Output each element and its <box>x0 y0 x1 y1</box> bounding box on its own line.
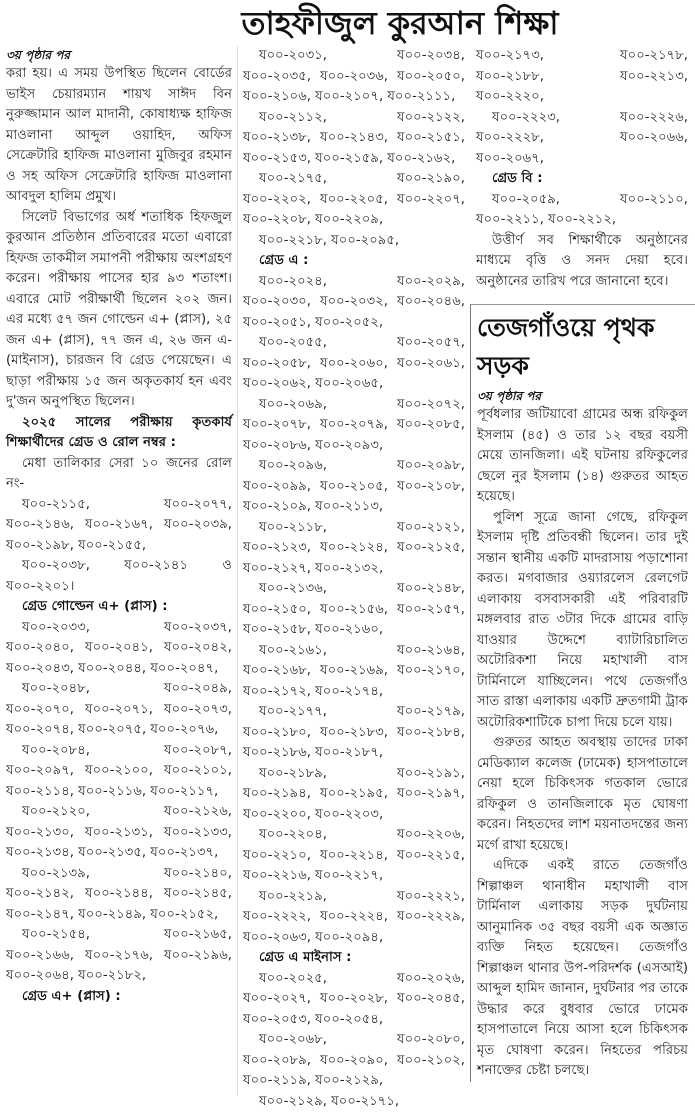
paragraph: য০০-২১৩৬, য০০-২১৪৮, য০০-২১৫০, য০০-২১৫৬, য০০-২১৫৭, য০০-২১৫৮, য০০-২১৬০, <box>243 579 465 641</box>
paragraph: সিলেট বিভাগের অর্ধ শতাধিক হিফজুল কুরআন প্রতিষ্ঠান প্রতিবারের মতো এবারো হিফজ তাকমীল সমাপনী পরীক্ষায় অংশগ্রহণ করেন। পরীক্ষায় পাসের হার ৯৩ শতাংশ। এবারে মোট পরীক্ষার্থী ছিলেন ২০২ জন। এর মধ্যে ৫৭ জন গোল্ডেন এ+ (প্লাস), ২৫ জন এ+ (প্লাস), ৭৭ জন এ, ২৬ জন এ- (মাইনাস), চারজন বি গ্রেড পেয়েছেন। এ ছাড়া পরীক্ষায় ১৫ জন অকৃতকার্য হন এবং দু'জন অনুপস্থিত ছিলেন। <box>6 208 232 413</box>
paragraph: য০০-২০২৫, য০০-২০২৬, য০০-২০২৭, য০০-২০২৮, য০০-২০৪৫, য০০-২০৫৩, য০০-২০৫৪, <box>243 969 465 1031</box>
paragraph: য০০-২২১৮, য০০-২০৯৫, <box>243 231 465 252</box>
paragraph: য০০-২২০৪, য০০-২২০৬, য০০-২২১০, য০০-২২১৪, য০০-২২১৫, য০০-২২১৬, য০০-২২১৭, <box>243 825 465 887</box>
section-subheading: গ্রেড গোল্ডেন এ+ (প্লাস) : <box>6 597 232 618</box>
paragraph: য০০-২০৮৪, য০০-২০৮৭, য০০-২০৯৭, য০০-২১০০, য০০-২১০১, য০০-২১১৪, য০০-২১১৬, য০০-২১১৭, <box>6 741 232 803</box>
section-subheading: গ্রেড এ+ (প্লাস) : <box>6 987 232 1008</box>
article-column-1 <box>6 46 232 1007</box>
section-subheading: গ্রেড এ : <box>243 251 465 272</box>
section-subheading: গ্রেড বি : <box>476 169 688 190</box>
paragraph: গুরুতর আহত অবস্থায় তাদের ঢাকা মেডিক্যাল কলেজ (ঢামেক) হাসপাতালে নেয়া হলে চিকিৎসক গতকাল ভোরে রফিকুল ও তানজিলাকে মৃত ঘোষণা করেন। নিহতদের লাশ ময়নাতদন্তের জন্য মর্গে রাখা হয়েছে। <box>477 733 688 856</box>
column-body <box>6 64 232 1007</box>
paragraph: য০০-২১১৮, য০০-২১২১, য০০-২১২৩, য০০-২১২৪, য০০-২১২৫, য০০-২১২৭, য০০-২১৩২, <box>243 518 465 580</box>
paragraph: য০০-২১১৫, য০০-২০৭৭, য০০-২১৪৬, য০০-২১৬৭, য০০-২০৩৯, য০০-২১৯৮, য০০-২১৫৫, <box>6 495 232 557</box>
paragraph: য০০-২১৩৯, য০০-২১৪০, য০০-২১৪২, য০০-২১৪৪, য০০-২১৪৫, য০০-২১৪৭, য০০-২১৪৯, য০০-২১৫২, <box>6 864 232 926</box>
paragraph: য০০-২২১৯, য০০-২২২১, য০০-২২২২, য০০-২২২৪, য০০-২২২৯, য০০-২০৬৩, য০০-২০৯৪, <box>243 887 465 949</box>
section-subheading: ২০২৫ সালের পরীক্ষায় কৃতকার্য শিক্ষার্থীদের গ্রেড ও রোল নম্বর : <box>6 413 232 454</box>
paragraph: য০০-২১১২, য০০-২১২২, য০০-২১৩৮, য০০-২১৪৩, য০০-২১৫১, য০০-২১৫৩, য০০-২১৫৯, য০০-২১৬২, <box>243 108 465 170</box>
paragraph: য০০-২১৫৪, য০০-২১৬৫, য০০-২১৬৬, য০০-২১৭৬, য০০-২১৯৬, য০০-২০৬৪, য০০-২১৮২, <box>6 925 232 987</box>
right-column <box>470 46 695 1082</box>
paragraph: পুলিশ সূত্রে জানা গেছে, রফিকুল ইসলাম দৃষ্টি প্রতিবন্ধী ছিলেন। তার দুই সন্তান স্থানীয় একটি মাদরাসায় পড়াশোনা করত। মগবাজার ওয়্যারলেস রেলগেট এলাকায় বসবাসকারী এই পরিবারটি মঙ্গলবার রাত ৩টার দিকে গ্রামের বাড়ি যাওয়ার উদ্দেশে ব্যাটারিচালিত অটোরিকশা নিয়ে মহাখালী বাস টার্মিনালে যাচ্ছিলেন। পথে তেজগাঁও সাত রাস্তা এলাকায় একটি দ্রুতগামী ট্রাক অটোরিকশাটিকে চাপা দিয়ে চলে যায়। <box>477 508 688 734</box>
paragraph: য০০-২০৬৮, য০০-২০৮০, য০০-২০৮৯, য০০-২০৯০, য০০-২১০২, য০০-২১১৯, য০০-২১২৯, <box>243 1030 465 1092</box>
paragraph: এদিকে একই রাতে তেজগাঁও শিল্পাঞ্চল থানাধীন মহাখালী বাস টার্মিনাল এলাকায় সড়ক দুর্ঘটনায় আনুমানিক ৩৫ বছর বয়সী এক অজ্ঞাত ব্যক্তি নিহত হয়েছেন। তেজগাঁও শিল্পাঞ্চল থানার উপ-পরিদর্শক (এসআই) আব্দুল হামিদ জানান, দুর্ঘটনার পর তাকে উদ্ধার করে বুধবার ভোরে ঢামেক হাসপাতালে নিয়ে আসা হলে চিকিৎসক মৃত ঘোষণা করেন। নিহতের পরিচয় শনাক্তের চেষ্টা চলছে। <box>477 856 688 1082</box>
paragraph: পূর্বধলার জটিয়াবো গ্রামের অন্ধ রফিকুল ইসলাম (৪৫) ও তার ১২ বছর বয়সী মেয়ে তানজিলা। এই ঘটনায় রফিকুলের ছেলে নুর ইসলাম (১৪) গুরুতর আহত হয়েছে। <box>477 405 688 508</box>
paragraph: য০০-২০৪৮, য০০-২০৪৯, য০০-২০৭০, য০০-২০৭১, য০০-২০৭৩, য০০-২০৭৪, য০০-২০৭৫, য০০-২০৭৬, <box>6 679 232 741</box>
paragraph: য০০-২১৬১, য০০-২১৬৪, য০০-২১৬৮, য০০-২১৬৯, য০০-২১৭০, য০০-২১৭২, য০০-২১৭৪, <box>243 641 465 703</box>
section-subheading: গ্রেড এ মাইনাস : <box>243 948 465 969</box>
paragraph: য০০-২১২৯, য০০-২১৭১, <box>243 1092 465 1112</box>
article-headline: তাহফীজুল কুরআন শিক্ষা <box>190 2 610 44</box>
paragraph: য০০-২০৩৩, য০০-২০৩৭, য০০-২০৪০, য০০-২০৪১, য০০-২০৪২, য০০-২০৪৩, য০০-২০৪৪, য০০-২০৪৭, <box>6 618 232 680</box>
paragraph: য০০-২২২৩, য০০-২২২৬, য০০-২২২৮, য০০-২০৬৬, য০০-২০৬৭, <box>476 108 688 170</box>
column-body <box>476 46 688 292</box>
second-article <box>470 304 695 1082</box>
second-article-headline: তেজগাঁওয়ে পৃথক সড়ক <box>477 305 688 385</box>
paragraph: য০০-২০৫৯, য০০-২১১০, য০০-২২১১, য০০-২২১২, <box>476 190 688 231</box>
paragraph: য০০-২০৬৯, য০০-২০৭২, য০০-২০৭৮, য০০-২০৭৯, য০০-২০৮৫, য০০-২০৮৬, য০০-২০৯৩, <box>243 395 465 457</box>
paragraph: য০০-২০৫৫, য০০-২০৫৭, য০০-২০৫৮, য০০-২০৬০, য০০-২০৬১, য০০-২০৬২, য০০-২০৬৫, <box>243 333 465 395</box>
paragraph: য০০-২০৩৮, য০০-২১৪১ ও য০০-২২০১। <box>6 556 232 597</box>
paragraph: য০০-২০৯৬, য০০-২০৯৮, য০০-২০৯৯, য০০-২১০৫, য০০-২১০৮, য০০-২১০৯, য০০-২১১৩, <box>243 456 465 518</box>
paragraph: য০০-২০২৪, য০০-২০২৯, য০০-২০৩০, য০০-২০৩২, য০০-২০৪৬, য০০-২০৫১, য০০-২০৫২, <box>243 272 465 334</box>
paragraph: উত্তীর্ণ সব শিক্ষার্থীকে অনুষ্ঠানের মাধ্যমে বৃত্তি ও সনদ দেয়া হবে। অনুষ্ঠানের তারিখ পরে জানানো হবে। <box>476 231 688 293</box>
paragraph: য০০-২১৮৯, য০০-২১৯১, য০০-২১৯৪, য০০-২১৯৫, য০০-২১৯৭, য০০-২২০০, য০০-২২০৩, <box>243 764 465 826</box>
second-article-body <box>477 405 688 1082</box>
paragraph: য০০-২১৭৭, য০০-২১৭৯, য০০-২১৮০, য০০-২১৮৩, য০০-২১৮৪, য০০-২১৮৬, য০০-২১৮৭, <box>243 702 465 764</box>
column-body <box>243 46 465 1112</box>
continued-from-label: ৩য় পৃষ্ঠার পর <box>6 46 232 64</box>
paragraph: মেধা তালিকার সেরা ১০ জনের রোল নং- <box>6 454 232 495</box>
article-column-2 <box>243 46 465 1112</box>
column-divider <box>237 46 238 1096</box>
paragraph: করা হয়। এ সময় উপস্থিত ছিলেন বোর্ডের ভাইস চেয়ারম্যান শায়খ সাঈদ বিন নুরুজ্জামান আল মাদানী, কোষাধ্যক্ষ হাফিজ মাওলানা আব্দুল ওয়াহিদ, অফিস সেক্রেটারি হাফিজ মাওলানা মুজিবুর রহমান ও সহ অফিস সেক্রেটারি হাফিজ মাওলানা আবদুল হালিম প্রমুখ। <box>6 64 232 208</box>
article-column-3 <box>470 46 688 292</box>
paragraph: য০০-২০৩১, য০০-২০৩৪, য০০-২০৩৫, য০০-২০৩৬, য০০-২০৫০, য০০-২১০৬, য০০-২১০৭, য০০-২১১১, <box>243 46 465 108</box>
paragraph: য০০-২১২০, য০০-২১২৬, য০০-২১৩০, য০০-২১৩১, য০০-২১৩৩, য০০-২১৩৪, য০০-২১৩৫, য০০-২১৩৭, <box>6 802 232 864</box>
paragraph: য০০-২১৭৩, য০০-২১৭৮, য০০-২১৮৮, য০০-২২১৩, য০০-২২২০, <box>476 46 688 108</box>
paragraph: য০০-২১৭৫, য০০-২১৯০, য০০-২২০২, য০০-২২০৫, য০০-২২০৭, য০০-২২০৮, য০০-২২০৯, <box>243 169 465 231</box>
continued-from-label: ৩য় পৃষ্ঠার পর <box>477 387 688 405</box>
